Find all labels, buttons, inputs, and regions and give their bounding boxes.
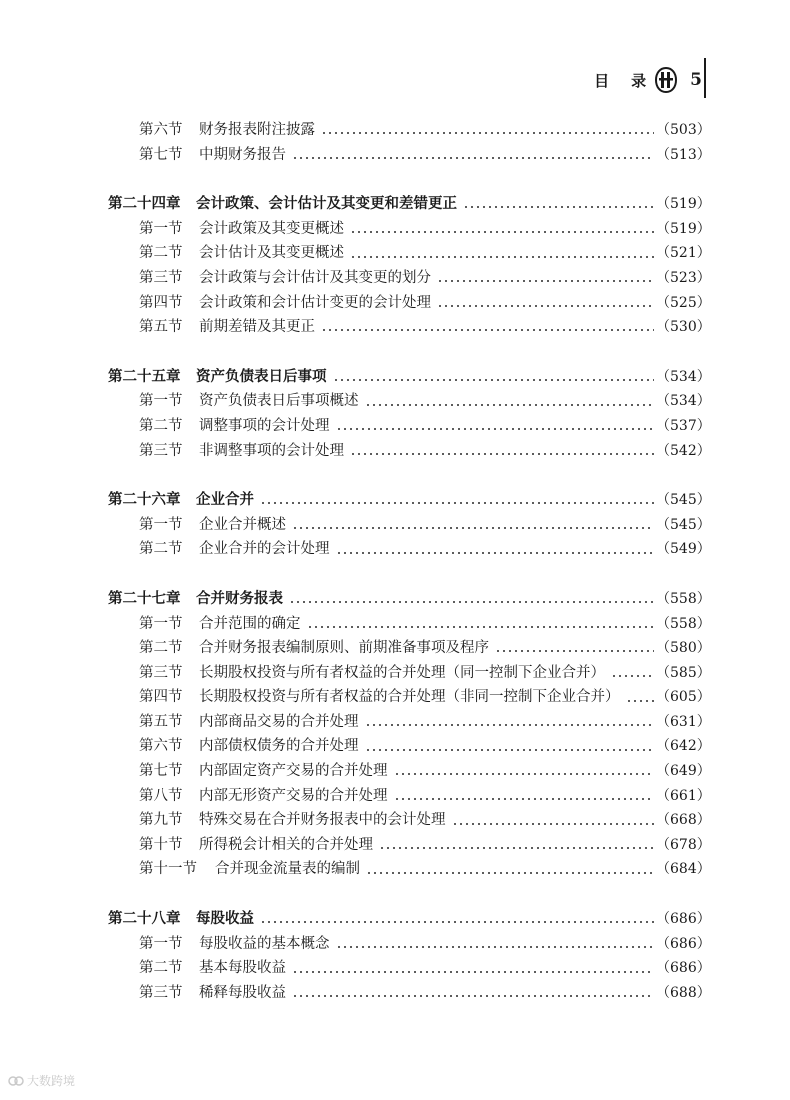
- section-entry-page: （686）: [656, 935, 711, 952]
- section-entry-page: （545）: [656, 516, 711, 533]
- section-entry-number: 第二节: [139, 417, 183, 434]
- section-entry-page: （605）: [656, 689, 711, 706]
- watermark-text: 大数跨境: [27, 1074, 76, 1088]
- section-entry: [0, 833, 790, 858]
- section-entry-page: （530）: [656, 319, 711, 336]
- section-entry-number: 第三节: [139, 984, 183, 1001]
- section-entry-title: 企业合并的会计处理: [199, 541, 330, 558]
- section-entry: [0, 734, 790, 759]
- section-entry-number: 第一节: [139, 935, 183, 952]
- section-entry-number: 第十一节: [139, 861, 197, 878]
- section-entry-number: 第六节: [139, 738, 183, 755]
- section-entry-page: （649）: [656, 763, 711, 780]
- section-entry: [0, 118, 790, 143]
- section-entry-number: 第三节: [139, 442, 183, 459]
- section-entry-page: （631）: [656, 713, 711, 730]
- dot-leader: [333, 379, 655, 381]
- header-title-char-1: 目: [594, 71, 610, 90]
- section-entry-page: （521）: [656, 245, 711, 262]
- dot-leader: [321, 329, 654, 331]
- section-entry-title: 内部债权债务的合并处理: [199, 738, 359, 755]
- section-entry-title: 企业合并概述: [199, 516, 286, 533]
- toc-group: [0, 587, 790, 882]
- section-entry-number: 第九节: [139, 812, 183, 829]
- section-entry-page: （686）: [656, 960, 711, 977]
- chapter-entry: [0, 587, 790, 612]
- section-entry: [0, 439, 790, 464]
- toc-group: [0, 488, 790, 562]
- dot-leader: [394, 773, 655, 775]
- section-entry-page: （549）: [656, 541, 711, 558]
- section-entry-number: 第六节: [139, 122, 183, 138]
- section-entry: [0, 710, 790, 735]
- dot-leader: [366, 872, 654, 874]
- dot-leader: [437, 280, 654, 282]
- section-entry-number: 第二节: [139, 640, 183, 657]
- chapter-entry-title: 合并财务报表: [196, 590, 283, 607]
- section-entry-page: （668）: [656, 812, 711, 829]
- chapter-entry: [0, 488, 790, 513]
- dot-leader: [292, 527, 654, 529]
- section-entry: [0, 981, 790, 1006]
- header-vertical-rule: [704, 58, 706, 98]
- chapter-entry: [0, 365, 790, 390]
- section-entry: [0, 808, 790, 833]
- section-entry-title: 稀释每股收益: [199, 984, 286, 1001]
- chapter-entry-title: 企业合并: [196, 492, 254, 509]
- dot-leader: [350, 453, 654, 455]
- dot-leader: [336, 552, 655, 554]
- chapter-entry-number: 第二十八章: [108, 911, 181, 928]
- chapter-entry-title: 每股收益: [196, 911, 254, 928]
- chapter-entry-page: （519）: [656, 196, 711, 213]
- section-entry-page: （542）: [656, 442, 711, 459]
- dot-leader: [626, 700, 655, 702]
- section-entry: [0, 389, 790, 414]
- section-entry-page: （642）: [656, 738, 711, 755]
- chapter-entry-title: 资产负债表日后事项: [196, 368, 327, 385]
- section-entry: [0, 857, 790, 882]
- section-entry-number: 第三节: [139, 269, 183, 286]
- toc-group: [0, 192, 790, 340]
- dot-leader: [321, 132, 654, 134]
- section-entry-title: 所得税会计相关的合并处理: [199, 836, 373, 853]
- section-entry-page: （519）: [656, 220, 711, 237]
- dot-leader: [292, 971, 654, 973]
- dot-leader: [289, 601, 654, 603]
- section-entry: [0, 932, 790, 957]
- dot-leader: [495, 650, 654, 652]
- dot-leader: [336, 428, 655, 430]
- section-entry-page: （513）: [656, 146, 711, 163]
- section-entry-number: 第五节: [139, 713, 183, 730]
- dot-leader: [350, 231, 654, 233]
- section-entry-page: （661）: [656, 787, 711, 804]
- section-entry-page: （525）: [656, 294, 711, 311]
- section-entry-title: 合并现金流量表的编制: [215, 861, 360, 878]
- section-entry-page: （585）: [656, 664, 711, 681]
- watermark: [8, 1072, 75, 1089]
- watermark-logo-icon: [8, 1074, 24, 1088]
- section-entry-number: 第七节: [139, 763, 183, 780]
- section-entry: [0, 612, 790, 637]
- section-entry-title: 中期财务报告: [199, 146, 286, 163]
- section-entry: [0, 217, 790, 242]
- section-entry-title: 非调整事项的会计处理: [199, 442, 344, 459]
- section-entry-page: （688）: [656, 984, 711, 1001]
- section-entry: [0, 685, 790, 710]
- chapter-entry-number: 第二十四章: [108, 196, 181, 213]
- chapter-entry-page: （545）: [656, 492, 711, 509]
- section-entry: [0, 143, 790, 168]
- section-entry-title: 基本每股收益: [199, 960, 286, 977]
- section-entry-page: （523）: [656, 269, 711, 286]
- dot-leader: [379, 847, 654, 849]
- section-entry-number: 第三节: [139, 664, 183, 681]
- dot-leader: [292, 995, 654, 997]
- section-entry-title: 特殊交易在合并财务报表中的会计处理: [199, 812, 446, 829]
- chapter-entry-number: 第二十六章: [108, 492, 181, 509]
- toc-group: [0, 118, 790, 167]
- section-entry-title: 每股收益的基本概念: [199, 935, 330, 952]
- section-entry-number: 第四节: [139, 294, 183, 311]
- dot-leader: [292, 157, 654, 159]
- book-logo-icon: [654, 66, 678, 94]
- section-entry-page: （503）: [656, 122, 711, 138]
- chapter-entry-number: 第二十七章: [108, 590, 181, 607]
- section-entry: [0, 661, 790, 686]
- toc-group: [0, 365, 790, 463]
- section-entry-page: （537）: [656, 417, 711, 434]
- dot-leader: [365, 724, 655, 726]
- table-of-contents: [0, 118, 790, 1030]
- dot-leader: [260, 921, 654, 923]
- section-entry: [0, 513, 790, 538]
- section-entry-number: 第二节: [139, 960, 183, 977]
- toc-group: [0, 907, 790, 1005]
- dot-leader: [307, 626, 655, 628]
- dot-leader: [452, 823, 655, 825]
- dot-leader: [611, 675, 654, 677]
- section-entry-page: （678）: [656, 836, 711, 853]
- section-entry-number: 第七节: [139, 146, 183, 163]
- section-entry: [0, 784, 790, 809]
- dot-leader: [365, 404, 655, 406]
- section-entry-title: 资产负债表日后事项概述: [199, 393, 359, 410]
- section-entry-number: 第一节: [139, 516, 183, 533]
- section-entry-title: 长期股权投资与所有者权益的合并处理（非同一控制下企业合并）: [199, 689, 620, 706]
- dot-leader: [394, 798, 655, 800]
- chapter-entry: [0, 907, 790, 932]
- section-entry-page: （558）: [656, 615, 711, 632]
- section-entry-title: 内部无形资产交易的合并处理: [199, 787, 388, 804]
- section-entry-title: 合并范围的确定: [199, 615, 301, 632]
- chapter-entry-title: 会计政策、会计估计及其变更和差错更正: [196, 196, 457, 213]
- section-entry-title: 内部固定资产交易的合并处理: [199, 763, 388, 780]
- section-entry: [0, 759, 790, 784]
- section-entry: [0, 291, 790, 316]
- chapter-entry-page: （686）: [656, 911, 711, 928]
- section-entry-number: 第二节: [139, 245, 183, 262]
- section-entry-title: 会计政策和会计估计变更的会计处理: [199, 294, 431, 311]
- dot-leader: [350, 256, 654, 258]
- section-entry-number: 第八节: [139, 787, 183, 804]
- section-entry-title: 合并财务报表编制原则、前期准备事项及程序: [199, 640, 489, 657]
- section-entry: [0, 315, 790, 340]
- section-entry: [0, 241, 790, 266]
- section-entry-number: 第五节: [139, 319, 183, 336]
- chapter-entry-page: （558）: [656, 590, 711, 607]
- section-entry-title: 会计政策与会计估计及其变更的划分: [199, 269, 431, 286]
- section-entry-title: 会计估计及其变更概述: [199, 245, 344, 262]
- section-entry-page: （534）: [656, 393, 711, 410]
- header-title-char-2: 录: [631, 71, 647, 90]
- section-entry-number: 第一节: [139, 615, 183, 632]
- header-page-number: 5: [690, 70, 702, 90]
- section-entry-title: 会计政策及其变更概述: [199, 220, 344, 237]
- section-entry: [0, 414, 790, 439]
- section-entry: [0, 537, 790, 562]
- section-entry-title: 内部商品交易的合并处理: [199, 713, 359, 730]
- dot-leader: [365, 749, 655, 751]
- section-entry-page: （684）: [656, 861, 711, 878]
- section-entry-page: （580）: [656, 640, 711, 657]
- chapter-entry-page: （534）: [656, 368, 711, 385]
- dot-leader: [437, 305, 654, 307]
- dot-leader: [463, 206, 654, 208]
- section-entry: [0, 956, 790, 981]
- section-entry-title: 调整事项的会计处理: [199, 417, 330, 434]
- section-entry-number: 第二节: [139, 541, 183, 558]
- dot-leader: [260, 502, 654, 504]
- section-entry: [0, 266, 790, 291]
- page-header: [594, 66, 702, 94]
- section-entry-number: 第十节: [139, 836, 183, 853]
- section-entry-title: 前期差错及其更正: [199, 319, 315, 336]
- section-entry-title: 财务报表附注披露: [199, 122, 315, 138]
- section-entry-number: 第四节: [139, 689, 183, 706]
- section-entry-number: 第一节: [139, 393, 183, 410]
- chapter-entry: [0, 192, 790, 217]
- section-entry-title: 长期股权投资与所有者权益的合并处理（同一控制下企业合并）: [199, 664, 605, 681]
- chapter-entry-number: 第二十五章: [108, 368, 181, 385]
- section-entry: [0, 636, 790, 661]
- section-entry-number: 第一节: [139, 220, 183, 237]
- dot-leader: [336, 946, 655, 948]
